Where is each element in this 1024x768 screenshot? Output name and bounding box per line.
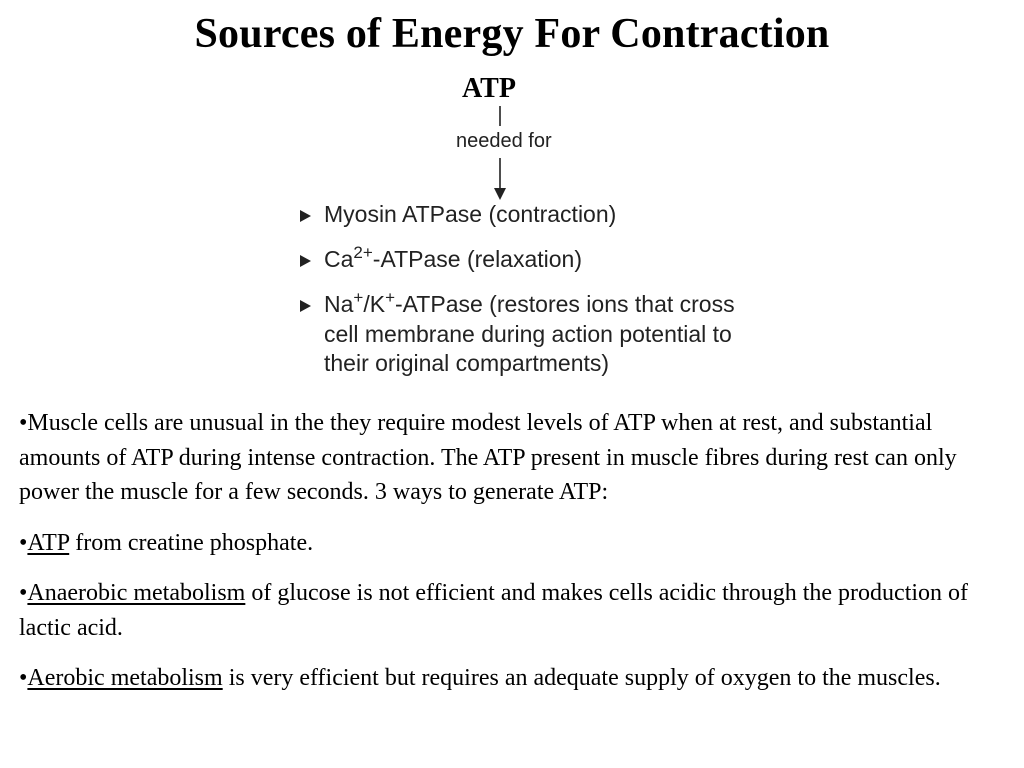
term-aerobic-metabolism: Aerobic metabolism <box>27 665 223 691</box>
paragraph-intro <box>19 406 1009 510</box>
paragraph-aerobic <box>19 661 1009 696</box>
needed-for-label: needed for <box>456 130 552 152</box>
triangle-bullet-icon <box>300 255 311 267</box>
paragraph-text: Muscle cells are unusual in the they require modest levels of ATP when at rest, and substantial amounts of ATP during intense contraction. The ATP present in muscle fibres during rest can only power the muscle for a few seconds. 3 ways to generate ATP: <box>19 410 957 505</box>
bullet: • <box>19 665 28 691</box>
enzyme-text-ion: Na <box>324 291 354 317</box>
enzyme-charge-superscript-2: + <box>385 288 396 307</box>
connector-arrow <box>488 100 512 206</box>
enzyme-list <box>296 200 736 395</box>
body-text <box>19 406 1009 712</box>
bullet: • <box>19 580 28 606</box>
paragraph-atp <box>19 526 1009 561</box>
triangle-bullet-icon <box>300 300 311 312</box>
enzyme-text-rest: -ATPase (restores ions that cross cell membrane during action potential to their original compartments) <box>324 291 735 376</box>
list-item-sodium-potassium-atpase <box>296 290 736 379</box>
enzyme-text-ion-2: /K <box>363 291 386 317</box>
term-anaerobic-metabolism: Anaerobic metabolism <box>27 580 246 606</box>
connector-arrowhead <box>494 188 506 200</box>
paragraph-text: is very efficient but requires an adequate supply of oxygen to the muscles. <box>222 665 941 691</box>
page-title: Sources of Energy For Contraction <box>194 11 830 57</box>
bullet: • <box>19 410 28 436</box>
enzyme-charge-superscript: 2+ <box>353 243 373 262</box>
enzyme-text-rest: -ATPase (relaxation) <box>372 246 582 272</box>
triangle-bullet-icon <box>300 210 311 222</box>
list-item-calcium-atpase <box>296 245 736 274</box>
paragraph-anaerobic <box>19 576 1009 645</box>
diagram-atp-label: ATP <box>462 73 516 104</box>
enzyme-text-ion: Ca <box>324 246 354 272</box>
bullet: • <box>19 529 28 556</box>
paragraph-text: of glucose is not efficient and makes cells acidic through the production of lactic acid. <box>19 580 969 641</box>
enzyme-charge-superscript: + <box>353 288 364 307</box>
term-atp: ATP <box>27 529 70 556</box>
paragraph-text: from creatine phosphate. <box>69 529 314 556</box>
enzyme-text: Myosin ATPase (contraction) <box>324 201 617 227</box>
list-item-myosin-atpase <box>296 200 736 229</box>
